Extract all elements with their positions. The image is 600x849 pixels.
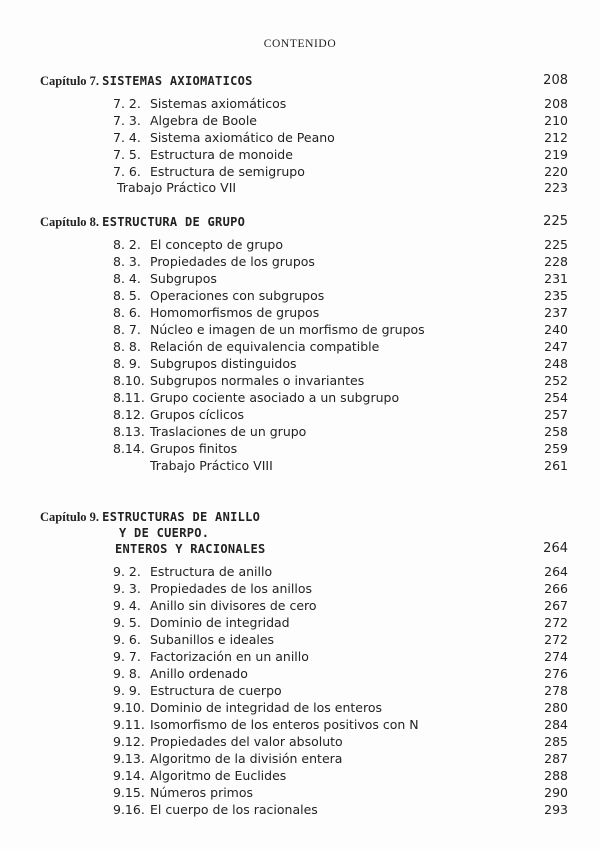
entry-page: 220 — [544, 164, 568, 179]
entry-title: Trabajo Práctico VII — [117, 180, 237, 195]
entry-page: 274 — [544, 649, 568, 664]
toc-entry[interactable] — [0, 236, 600, 253]
toc-entry[interactable] — [0, 580, 600, 597]
entry-title: Estructura de semigrupo — [150, 164, 305, 179]
entry-page: 235 — [544, 288, 568, 303]
entry-page: 254 — [544, 390, 568, 405]
entry-title: Grupo cociente asociado a un subgrupo — [150, 390, 400, 405]
entry-number: 9. 8. — [113, 666, 141, 681]
entry-page: 287 — [544, 751, 568, 766]
entry-page: 284 — [544, 717, 568, 732]
chapter-title: ESTRUCTURA DE GRUPO — [102, 215, 246, 229]
entry-title: Sistema axiomático de Peano — [150, 130, 335, 145]
entry-number: 9.16. — [113, 802, 145, 817]
entry-page: 267 — [544, 598, 568, 613]
entry-title: Relación de equivalencia compatible — [150, 339, 380, 354]
toc-entry[interactable] — [0, 682, 600, 699]
entry-title: Algebra de Boole — [150, 113, 257, 128]
entry-page: 228 — [544, 254, 568, 269]
toc-entry[interactable] — [0, 304, 600, 321]
entry-title: Estructura de cuerpo — [150, 683, 282, 698]
chapter-heading — [40, 509, 260, 525]
toc-entry[interactable] — [0, 665, 600, 682]
chapter-label: Capítulo 8. — [40, 215, 100, 229]
entry-page: 290 — [544, 785, 568, 800]
chapter-title-line — [115, 541, 266, 557]
entry-page: 285 — [544, 734, 568, 749]
entry-number: 9. 4. — [113, 598, 141, 613]
entry-number: 7. 6. — [113, 164, 141, 179]
entry-title: Traslaciones de un grupo — [150, 424, 307, 439]
entry-number: 7. 4. — [113, 130, 141, 145]
entry-number: 8. 2. — [113, 237, 141, 252]
entry-page: 272 — [544, 632, 568, 647]
entry-page: 237 — [544, 305, 568, 320]
entry-number: 8. 6. — [113, 305, 141, 320]
entry-number: 8. 9. — [113, 356, 141, 371]
entry-title: Operaciones con subgrupos — [150, 288, 325, 303]
toc-entry[interactable] — [0, 112, 600, 129]
entry-page: 225 — [544, 237, 568, 252]
toc-entry[interactable] — [0, 355, 600, 372]
toc-entry[interactable] — [0, 253, 600, 270]
chapter-title-line — [119, 525, 209, 541]
entry-title: El cuerpo de los racionales — [150, 802, 318, 817]
entry-number: 9.13. — [113, 751, 145, 766]
toc-entry[interactable] — [0, 597, 600, 614]
toc-entry[interactable] — [0, 801, 600, 818]
entry-number: 9. 7. — [113, 649, 141, 664]
entry-page: 266 — [544, 581, 568, 596]
toc-entry[interactable] — [0, 440, 600, 457]
entry-number: 9.11. — [113, 717, 145, 732]
entry-page: 219 — [544, 147, 568, 162]
entry-title: Grupos finitos — [150, 441, 238, 456]
entry-page: 257 — [544, 407, 568, 422]
entry-number: 8.10. — [113, 373, 145, 388]
toc-entry[interactable] — [0, 563, 600, 580]
entry-title: El concepto de grupo — [150, 237, 283, 252]
toc-entry[interactable] — [0, 321, 600, 338]
entry-page: 258 — [544, 424, 568, 439]
entry-title: Estructura de monoide — [150, 147, 293, 162]
entry-page: 276 — [544, 666, 568, 681]
entry-title: Grupos cíclicos — [150, 407, 245, 422]
toc-entry[interactable] — [0, 129, 600, 146]
toc-entry[interactable] — [0, 733, 600, 750]
entry-page: 210 — [544, 113, 568, 128]
toc-entry[interactable] — [0, 270, 600, 287]
entry-number: 9.10. — [113, 700, 145, 715]
entry-title: Trabajo Práctico VIII — [150, 458, 273, 473]
chapter-heading — [40, 73, 253, 89]
entry-page: 261 — [544, 458, 568, 473]
toc-entry[interactable] — [0, 457, 600, 474]
entry-number: 8.14. — [113, 441, 145, 456]
toc-entry[interactable] — [0, 423, 600, 440]
entry-page: 248 — [544, 356, 568, 371]
toc-entry[interactable] — [0, 287, 600, 304]
entry-page: 252 — [544, 373, 568, 388]
entry-number: 9.12. — [113, 734, 145, 749]
chapter-page: 225 — [543, 214, 568, 229]
entry-number: 7. 5. — [113, 147, 141, 162]
entry-page: 280 — [544, 700, 568, 715]
entry-page: 293 — [544, 802, 568, 817]
entry-title: Algoritmo de la división entera — [150, 751, 343, 766]
toc-entry[interactable] — [0, 716, 600, 733]
entry-number: 8.13. — [113, 424, 145, 439]
entry-title: Propiedades de los anillos — [150, 581, 312, 596]
entry-title: Homomorfismos de grupos — [150, 305, 320, 320]
entry-title: Números primos — [150, 785, 254, 800]
entry-title: Estructura de anillo — [150, 564, 273, 579]
entry-number: 8. 5. — [113, 288, 141, 303]
chapter-title: Y DE CUERPO. — [119, 526, 210, 540]
entry-number: 8.11. — [113, 390, 145, 405]
toc-entry[interactable] — [0, 389, 600, 406]
toc-entry[interactable] — [0, 699, 600, 716]
entry-title: Propiedades de los grupos — [150, 254, 315, 269]
entry-number: 9. 2. — [113, 564, 141, 579]
toc-entry[interactable] — [0, 767, 600, 784]
entry-title: Dominio de integridad de los enteros — [150, 700, 383, 715]
entry-number: 7. 2. — [113, 96, 141, 111]
entry-page: 223 — [544, 180, 568, 195]
entry-title: Subgrupos — [150, 271, 217, 286]
entry-page: 264 — [544, 564, 568, 579]
toc-entry-practice[interactable] — [0, 474, 600, 491]
toc-entry[interactable] — [0, 784, 600, 801]
toc-entry[interactable] — [0, 372, 600, 389]
entry-title: Factorización en un anillo — [150, 649, 309, 664]
entry-page: 212 — [544, 130, 568, 145]
entry-number: 9. 6. — [113, 632, 141, 647]
entry-title: Subanillos e ideales — [150, 632, 275, 647]
entry-page: 247 — [544, 339, 568, 354]
entry-page: 231 — [544, 271, 568, 286]
chapter-title: ENTEROS Y RACIONALES — [115, 542, 266, 556]
entry-title: Algoritmo de Euclides — [150, 768, 287, 783]
entry-page: 278 — [544, 683, 568, 698]
entry-page: 240 — [544, 322, 568, 337]
entry-page: 272 — [544, 615, 568, 630]
toc-entry[interactable] — [0, 146, 600, 163]
toc-entry[interactable] — [0, 95, 600, 112]
toc-entry[interactable] — [0, 750, 600, 767]
chapter-title: SISTEMAS AXIOMATICOS — [102, 74, 253, 88]
entry-number: 7. 3. — [113, 113, 141, 128]
toc-entry[interactable] — [0, 614, 600, 631]
entry-number: 9. 5. — [113, 615, 141, 630]
entry-title: Subgrupos normales o invariantes — [150, 373, 365, 388]
toc-entry[interactable] — [0, 338, 600, 355]
entry-number: 9.15. — [113, 785, 145, 800]
entry-number: 8.12. — [113, 407, 145, 422]
chapter-page: 208 — [543, 73, 568, 88]
entry-title: Núcleo e imagen de un morfismo de grupos — [150, 322, 425, 337]
entry-number: 8. 3. — [113, 254, 141, 269]
entry-title: Dominio de integridad — [150, 615, 290, 630]
toc-entry[interactable] — [0, 406, 600, 423]
toc-entry[interactable] — [0, 631, 600, 648]
entry-title: Propiedades del valor absoluto — [150, 734, 343, 749]
chapter-label: Capítulo 7. — [40, 74, 100, 88]
toc-entry[interactable] — [0, 648, 600, 665]
entry-number: 9. 9. — [113, 683, 141, 698]
entry-page: 259 — [544, 441, 568, 456]
entry-title: Subgrupos distinguidos — [150, 356, 297, 371]
toc-entry[interactable] — [0, 163, 600, 180]
entry-title: Anillo sin divisores de cero — [150, 598, 317, 613]
entry-number: 8. 4. — [113, 271, 141, 286]
entry-page: 288 — [544, 768, 568, 783]
chapter-title: ESTRUCTURAS DE ANILLO — [102, 510, 261, 524]
entry-number: 8. 7. — [113, 322, 141, 337]
chapter-label: Capítulo 9. — [40, 510, 100, 524]
entry-title: Sistemas axiomáticos — [150, 96, 287, 111]
entry-title: Anillo ordenado — [150, 666, 248, 681]
entry-number: 9.14. — [113, 768, 145, 783]
toc-entry-practice[interactable] — [0, 179, 600, 196]
entry-title: Isomorfismo de los enteros positivos con N — [150, 717, 419, 732]
entry-number: 9. 3. — [113, 581, 141, 596]
chapter-heading — [40, 214, 245, 230]
entry-number: 8. 8. — [113, 339, 141, 354]
page-header: CONTENIDO — [263, 38, 337, 50]
chapter-page: 264 — [543, 541, 568, 556]
entry-page: 208 — [544, 96, 568, 111]
